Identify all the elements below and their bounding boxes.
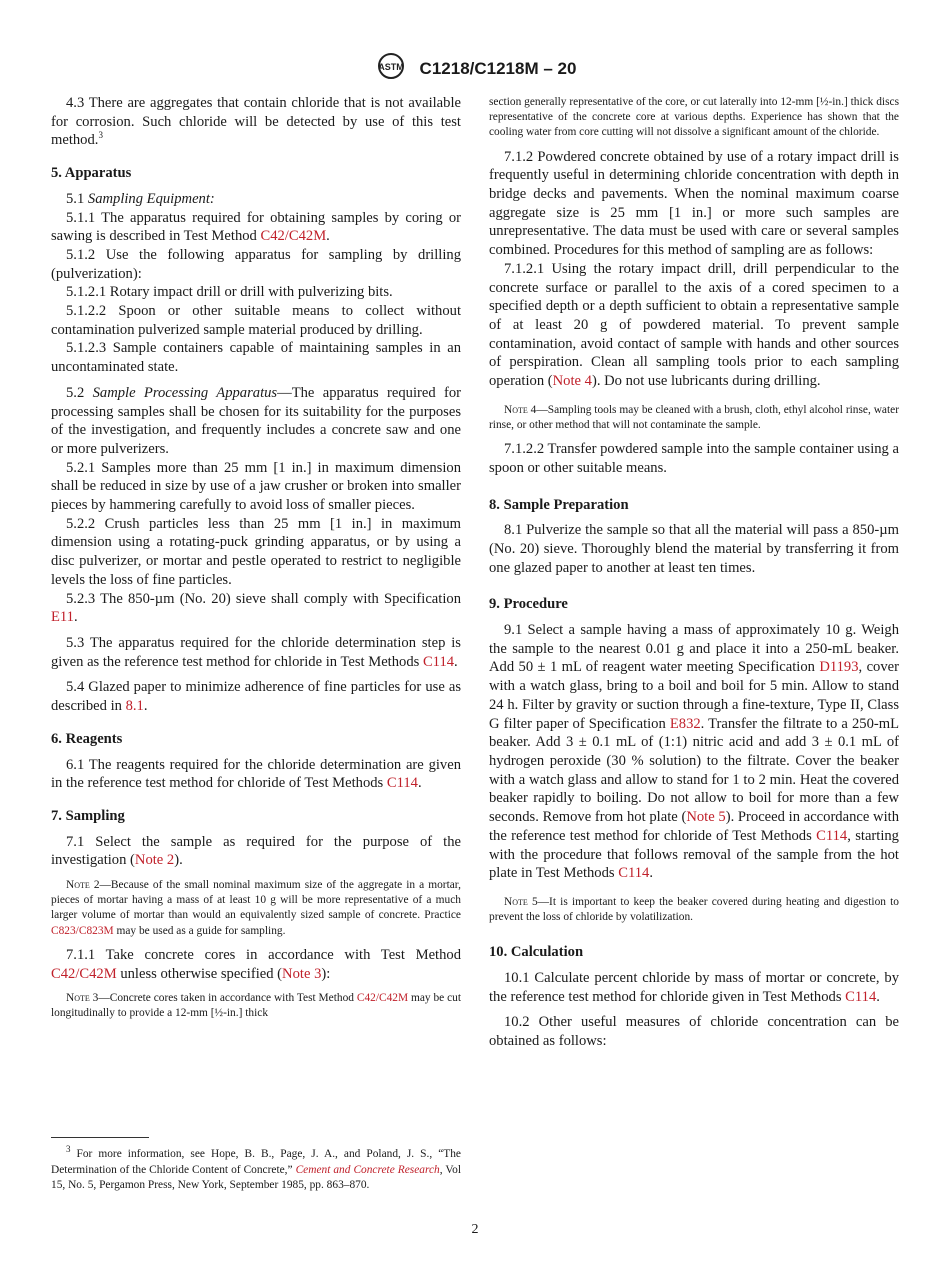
- link-c114[interactable]: C114: [618, 865, 650, 882]
- link-note-2[interactable]: Note 2: [134, 852, 175, 869]
- svg-text:ASTM: ASTM: [377, 62, 404, 72]
- page-header: [0, 52, 950, 85]
- link-e832[interactable]: E832: [669, 715, 701, 732]
- link-c42[interactable]: C42/C42M: [356, 992, 409, 1005]
- section-heading-calculation: 10. Calculation: [489, 944, 584, 961]
- link-note-4[interactable]: Note 4: [552, 373, 592, 390]
- section-heading-sampling: 7. Sampling: [51, 807, 125, 824]
- paragraph-7-1-1: 7.1.1 Take concrete cores in accordance with Test Method C42/C42M unless otherwise specified (Note 3):: [51, 946, 461, 982]
- section-heading-reagents: 6. Reagents: [51, 730, 123, 747]
- link-c823[interactable]: C823/C823M: [51, 924, 114, 937]
- note-4: Note 4—Sampling tools may be cleaned with a brush, cloth, ethyl alcohol rinse, water rinse, or other method that will not contaminate the sample.: [489, 403, 899, 431]
- paragraph-10-2: 10.2 Other useful measures of chloride concentration can be obtained as follows:: [489, 1014, 899, 1050]
- paragraph-6-1: 6.1 The reagents required for the chloride determination are given in the reference test method for chloride of Test Methods C114.: [51, 756, 461, 792]
- footnote-3: $^3$ For more information, see Hope, B. B., Page, J. A., and Poland, J. S., “The Determination of the Chloride Content of Concrete,” Cement and Concrete Research, Vol 15, No. 5, Pergamon Press, New York, September 1985, pp. 863–870.: [51, 1144, 461, 1191]
- section-heading-sample-preparation: 8. Sample Preparation: [489, 496, 629, 513]
- paragraph-5-2-3: 5.2.3 The 850-µm (No. 20) sieve shall comply with Specification E11.: [51, 590, 461, 626]
- footnote-divider: [51, 1137, 149, 1138]
- paragraph-5-1-2: 5.1.2 Use the following apparatus for sampling by drilling (pulverization):: [51, 246, 461, 282]
- link-c114[interactable]: C114: [386, 775, 418, 792]
- link-c114[interactable]: C114: [845, 988, 877, 1005]
- paragraph-10-1: 10.1 Calculate percent chloride by mass of mortar or concrete, by the reference test method for chloride given in Test Methods C114.: [489, 970, 899, 1005]
- link-c114[interactable]: C114: [816, 827, 848, 844]
- link-note-3[interactable]: Note 3: [282, 965, 322, 982]
- paragraph-5-2: 5.2 Sample Processing Apparatus—The apparatus required for processing samples shall be chosen for its suitability for the purposes of the investigation, and frequently includes a concrete saw and one or more pulverizers.: [51, 384, 462, 457]
- left-column: [51, 94, 461, 1029]
- paragraph-7-1-2: 7.1.2 Powdered concrete obtained by use of a rotary impact drill is frequently useful in determining chloride concentration with depth in bridge decks and pavements. When the nominal maximum coarse aggregate size is 25 mm [1 in.] or more such samples are unrepresentative. The data must be used with care or several samples combined. Procedures for this method of sampling are as follows:: [489, 148, 899, 259]
- paragraph-8-1: 8.1 Pulverize the sample so that all the material will pass a 850-µm (No. 20) sieve. Thoroughly blend the material by transferring it from one glazed paper to another at least ten times.: [489, 522, 899, 576]
- standard-designation: C1218/C1218M – 20: [419, 58, 577, 78]
- paragraph-4-3: 4.3 There are aggregates that contain chloride that is not available for corrosion. Such chloride will be detected by use of this test method.$^3$: [51, 95, 461, 149]
- section-heading-procedure: 9. Procedure: [489, 596, 568, 613]
- right-column: [489, 95, 899, 1051]
- paragraph-5-1-2-2: 5.1.2.2 Spoon or other suitable means to collect without contamination pulverized sample material produced by drilling.: [51, 303, 461, 338]
- link-c114[interactable]: C114: [422, 653, 455, 670]
- link-8-1[interactable]: 8.1: [125, 698, 144, 715]
- note-3: Note 3—Concrete cores taken in accordance with Test Method C42/C42M may be cut longitudinally to provide a 12-mm [½-in.] thick: [51, 992, 461, 1020]
- paragraph-7-1-2-2: 7.1.2.2 Transfer powdered sample into the sample container using a spoon or other suitable means.: [489, 441, 899, 476]
- section-heading-apparatus: 5. Apparatus: [51, 165, 132, 182]
- link-cement-concrete-research[interactable]: Cement and Concrete Research: [295, 1163, 440, 1176]
- paragraph-5-1-1: 5.1.1 The apparatus required for obtaining samples by coring or sawing is described in Test Method C42/C42M.: [51, 209, 461, 245]
- paragraph-7-1-2-1: 7.1.2.1 Using the rotary impact drill, drill perpendicular to the concrete surface or parallel to the axis of a cored specimen to a specified depth or a depth sufficient to obtain a representative sample of at least 20 g of powdered material. To prevent sample contamination, avoid contact of sample with hands and other sources of perspiration. Clean all sampling tools prior to each sampling operation (Note 4). Do not use lubricants during drilling.: [489, 260, 899, 390]
- link-c42[interactable]: C42/C42M: [260, 228, 327, 245]
- astm-logo-icon: [374, 52, 408, 85]
- paragraph-7-1: 7.1 Select the sample as required for the purpose of the investigation (Note 2).: [51, 833, 461, 869]
- link-c42[interactable]: C42/C42M: [51, 965, 117, 982]
- paragraph-5-1-2-3: 5.1.2.3 Sample containers capable of maintaining samples in an uncontaminated state.: [51, 340, 461, 376]
- note-3-continued: section generally representative of the core, or cut laterally into 12-mm [½-in.] thick discs representative of the concrete core at various depths. Experience has shown that the cooling water from core cutting will not dissolve a significant amount of the chloride.: [489, 96, 899, 139]
- link-d1193[interactable]: D1193: [819, 659, 859, 676]
- note-2: Note 2—Because of the small nominal maximum size of the aggregate in a mortar, pieces of mortar having a mass of at least 10 g will be more representative of a much larger volume of mortar than would an equivalently sized sample of concrete. Practice C823/C823M may be used as a guide for sampling.: [51, 879, 461, 937]
- paragraph-5-2-1: 5.2.1 Samples more than 25 mm [1 in.] in maximum dimension shall be reduced in size by use of a jaw crusher or broken into smaller pieces by hammering carefully to avoid loss of smaller pieces.: [51, 459, 461, 514]
- paragraph-5-2-2: 5.2.2 Crush particles less than 25 mm [1 in.] in maximum dimension using a rotating-puck grinding apparatus, or by using a disc pulverizer, or mortar and pestle operated to restrict to negligible levels the loss of fine particles.: [51, 515, 461, 588]
- note-5: Note 5—It is important to keep the beaker covered during heating and digestion to prevent the loss of chloride by volatilization.: [489, 895, 899, 924]
- paragraph-5-4: 5.4 Glazed paper to minimize adherence of fine particles for use as described in 8.1.: [51, 679, 461, 715]
- paragraph-5-1-2-1: 5.1.2.1 Rotary impact drill or drill with pulverizing bits.: [66, 284, 393, 301]
- paragraph-5-1: 5.1 Sampling Equipment:: [66, 190, 215, 207]
- paragraph-5-3: 5.3 The apparatus required for the chloride determination step is given as the reference test method for chloride in Test Methods C114.: [51, 634, 461, 670]
- page-number: 2: [471, 1222, 479, 1237]
- link-note-5[interactable]: Note 5: [686, 809, 726, 826]
- link-e11[interactable]: E11: [51, 609, 74, 626]
- paragraph-9-1: 9.1 Select a sample having a mass of approximately 10 g. Weigh the sample to the nearest 0.01 g and place it into a 250-mL beaker. Add 50 ± 1 mL of reagent water meeting Specification D1193, cover with a watch glass, bring to a boil and boil for 5 min. Allow to stand 24 h. Filter by gravity or suction through a fine-texture, Type II, Class G filter paper of Specification E832. Transfer the filtrate to a 250-mL beaker. Add 3 ± 0.1 mL of (1:1) nitric acid and add 3 ± 0.1 mL of hydrogen peroxide (30 % solution) to the filtrate. Cover the beaker with a watch glass and allow to stand for 1 to 2 min. Heat the covered beaker rapidly to boiling. Do not allow to boil for more than a few seconds. Remove from hot plate (Note 5). Proceed in accordance with the reference test method for chloride of Test Methods C114, starting with the procedure that follows removal of the sample from the hot plate in Test Methods C114.: [489, 622, 899, 882]
